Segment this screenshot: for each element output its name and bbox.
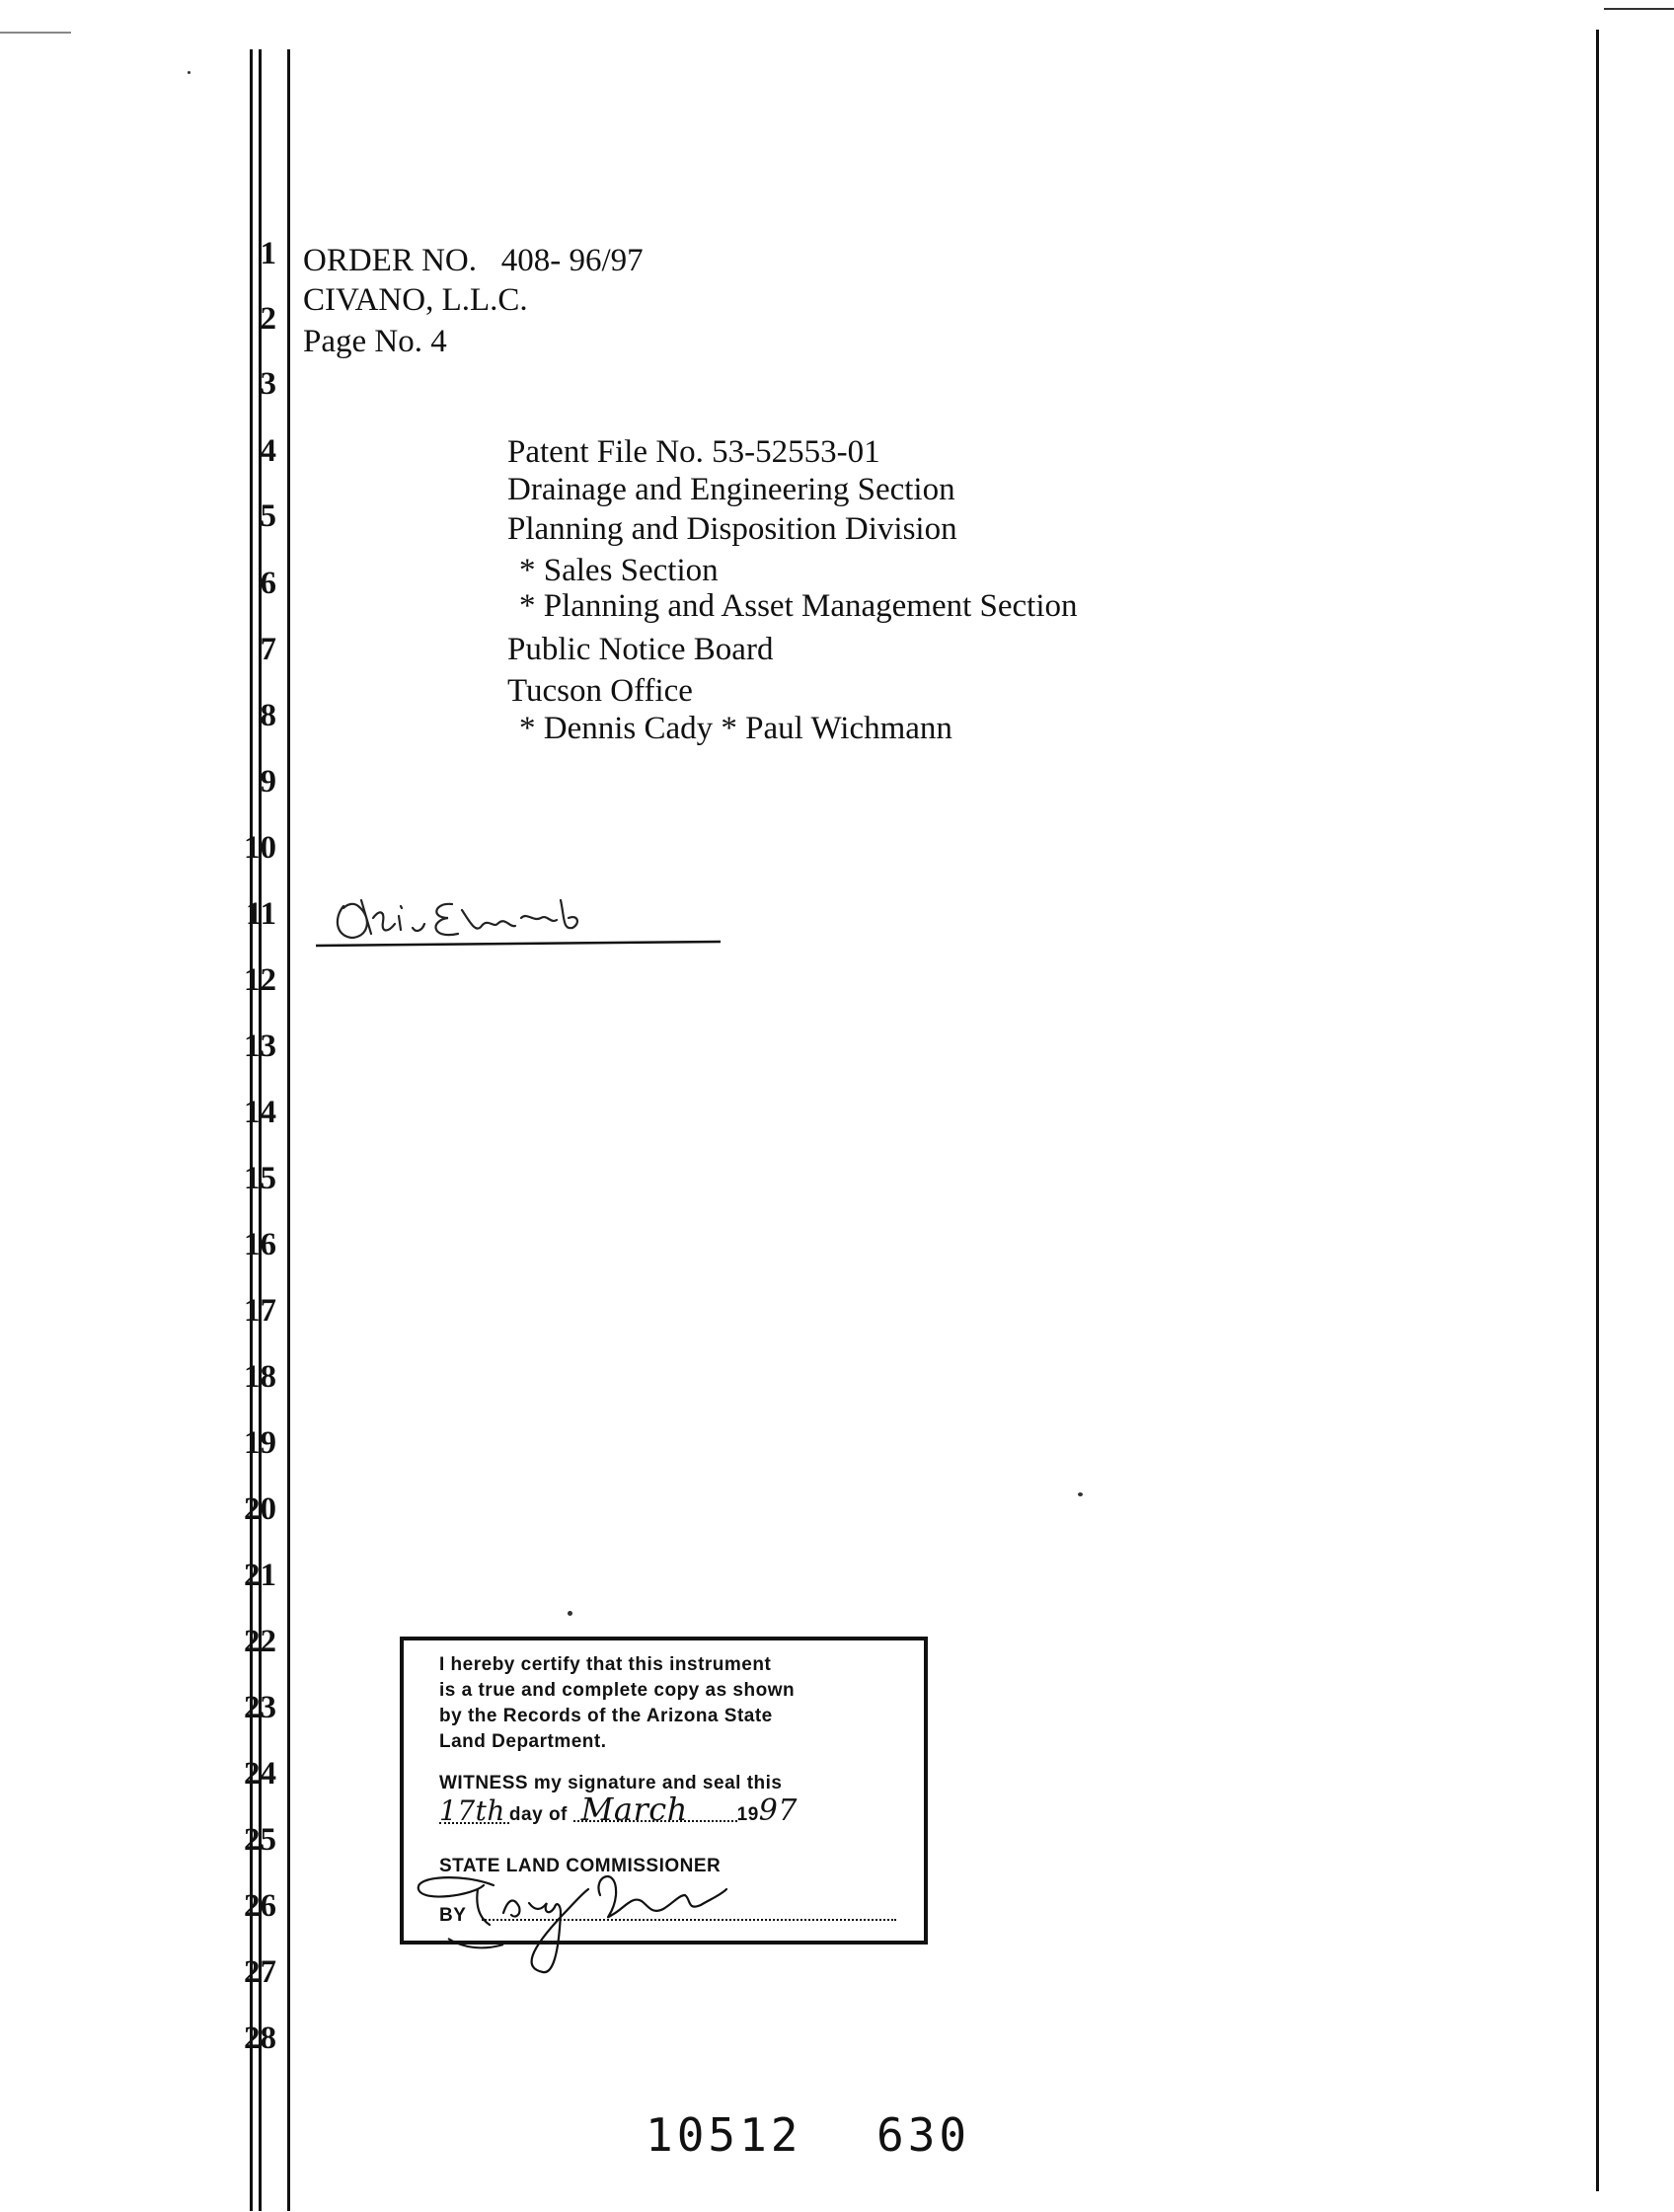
line-number: 8 (260, 698, 276, 733)
line-number: 25 (244, 1822, 276, 1858)
party-name: CIVANO, L.L.C. (303, 282, 528, 318)
scan-speck (188, 71, 190, 74)
line-number: 6 (260, 566, 276, 601)
distribution-item: Drainage and Engineering Section (507, 472, 955, 507)
scan-speck (568, 1611, 572, 1616)
distribution-item: * Planning and Asset Management Section (519, 588, 1078, 624)
line-number: 5 (260, 498, 276, 534)
distribution-item: Tucson Office (507, 673, 693, 709)
line-number: 15 (244, 1161, 276, 1196)
left-margin-rule-3 (287, 49, 290, 2211)
line-number: 20 (244, 1491, 276, 1527)
line-number: 26 (244, 1888, 276, 1924)
line-number: 14 (244, 1095, 276, 1130)
cert-year-prefix: 19 (736, 1804, 759, 1825)
cert-year-suffix: 97 (758, 1793, 798, 1828)
line-number: 11 (245, 896, 276, 932)
line-number: 13 (244, 1029, 276, 1064)
line-number: 16 (244, 1227, 276, 1262)
line-number: 23 (244, 1690, 276, 1725)
line-number: 27 (244, 1954, 276, 1990)
line-number: 17 (244, 1293, 276, 1329)
line-number: 2 (260, 301, 276, 337)
line-number: 28 (244, 2021, 276, 2056)
order-number: ORDER NO. 408- 96/97 (303, 243, 644, 278)
recording-page-number: 630 (876, 2108, 971, 2162)
line-number: 3 (260, 366, 276, 402)
cert-title: STATE LAND COMMISSIONER (439, 1856, 722, 1876)
line-number: 9 (260, 764, 276, 800)
top-right-edge-mark (1604, 8, 1674, 10)
distribution-item: Planning and Disposition Division (507, 511, 957, 547)
recording-book-number: 10512 (646, 2108, 802, 2162)
distribution-item: Public Notice Board (507, 632, 774, 667)
cert-day-label: day of (508, 1804, 568, 1825)
cert-month: March (573, 1798, 737, 1822)
signature (314, 888, 728, 957)
line-number: 10 (244, 830, 276, 866)
line-number: 24 (244, 1756, 276, 1792)
cert-line: is a true and complete copy as shown (439, 1680, 796, 1701)
distribution-item: * Sales Section (519, 553, 719, 588)
right-margin-rule (1596, 30, 1599, 2191)
scan-speck (1078, 1492, 1083, 1496)
cert-line: by the Records of the Arizona State (439, 1706, 773, 1726)
line-number: 4 (260, 433, 276, 469)
line-number: 1 (260, 236, 276, 271)
cert-line: Land Department. (439, 1731, 607, 1752)
cert-by-label: BY (439, 1905, 467, 1926)
line-number: 18 (244, 1359, 276, 1395)
cert-day: 17th (439, 1800, 509, 1824)
commissioner-signature (405, 1856, 819, 1994)
line-number: 21 (244, 1558, 276, 1593)
cert-line: I hereby certify that this instrument (439, 1654, 772, 1675)
cert-witness: WITNESS my signature and seal this (439, 1773, 783, 1793)
line-number: 12 (244, 962, 276, 998)
line-number: 19 (244, 1425, 276, 1461)
line-number: 22 (244, 1624, 276, 1659)
page-number: Page No. 4 (303, 324, 447, 359)
line-number: 7 (260, 632, 276, 667)
cert-date-row (439, 1791, 798, 1828)
top-edge-mark (0, 32, 71, 34)
distribution-item: Patent File No. 53-52553-01 (507, 434, 880, 470)
distribution-item: * Dennis Cady * Paul Wichmann (519, 711, 952, 746)
